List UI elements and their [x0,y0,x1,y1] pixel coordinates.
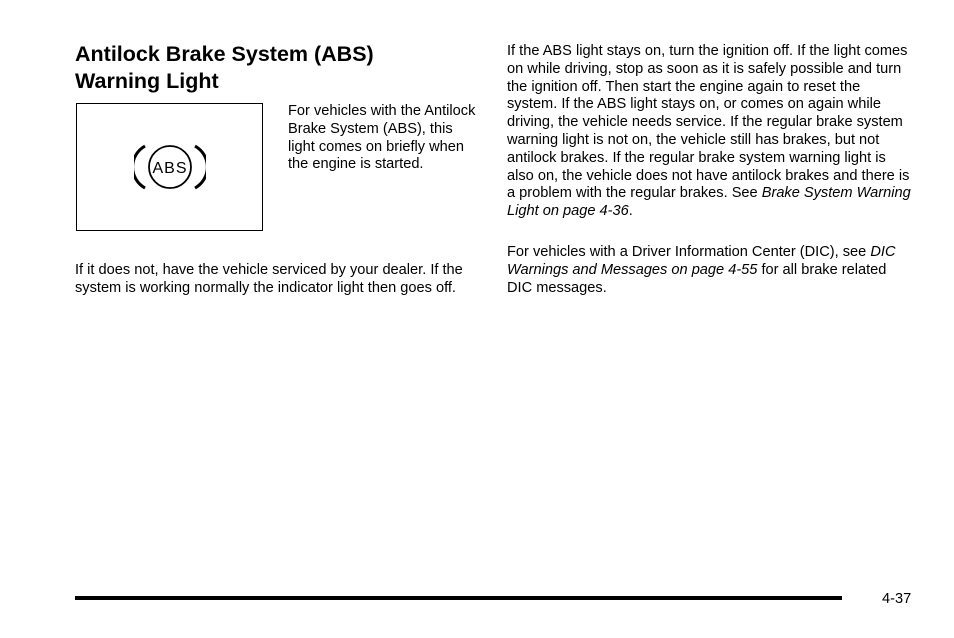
abs-icon-frame [76,103,263,231]
paragraph-end: . [628,203,633,220]
intro-paragraph: For vehicles with the Antilock Brake System (ABS), this light comes on briefly when the engine is started. [288,103,476,173]
right-body-paragraph-2 [507,244,912,297]
right-body-paragraph-1 [507,43,912,221]
abs-icon-label: ABS [152,160,188,177]
section-heading [75,41,475,95]
paragraph-end: for all brake related DIC messages. [507,261,887,296]
footer-rule [75,596,842,600]
abs-warning-light-icon [134,139,206,195]
section-heading-line1: Antilock Brake System (ABS) [75,42,374,66]
paragraph-text: For vehicles with a Driver Information Center (DIC), see [507,244,871,260]
left-body-paragraph: If it does not, have the vehicle serviced by your dealer. If the system is working normally the indicator light then goes off. [75,262,463,296]
paragraph-text: If the ABS light stays on, turn the ignition off. If the light comes on while driving, stop as soon as it is safely possible and turn the ignition off. Then start the engine again to reset the system. If the ABS light stays on, or comes on again while driving, the vehicle needs service. If the regular brake system warning light is not on, the vehicle still has brakes, but not antilock brakes. If the regular brake system warning light is also on, the vehicle does not have antilock brakes and there is a problem with the regular brakes. See [507,43,910,202]
cross-reference-link[interactable]: Brake System Warning Light on page 4-36 [507,185,911,220]
cross-reference-link[interactable]: DIC Warnings and Messages on page 4-55 [507,244,896,278]
page-number: 4-37 [882,591,912,607]
section-heading-line2: Warning Light [75,69,219,93]
